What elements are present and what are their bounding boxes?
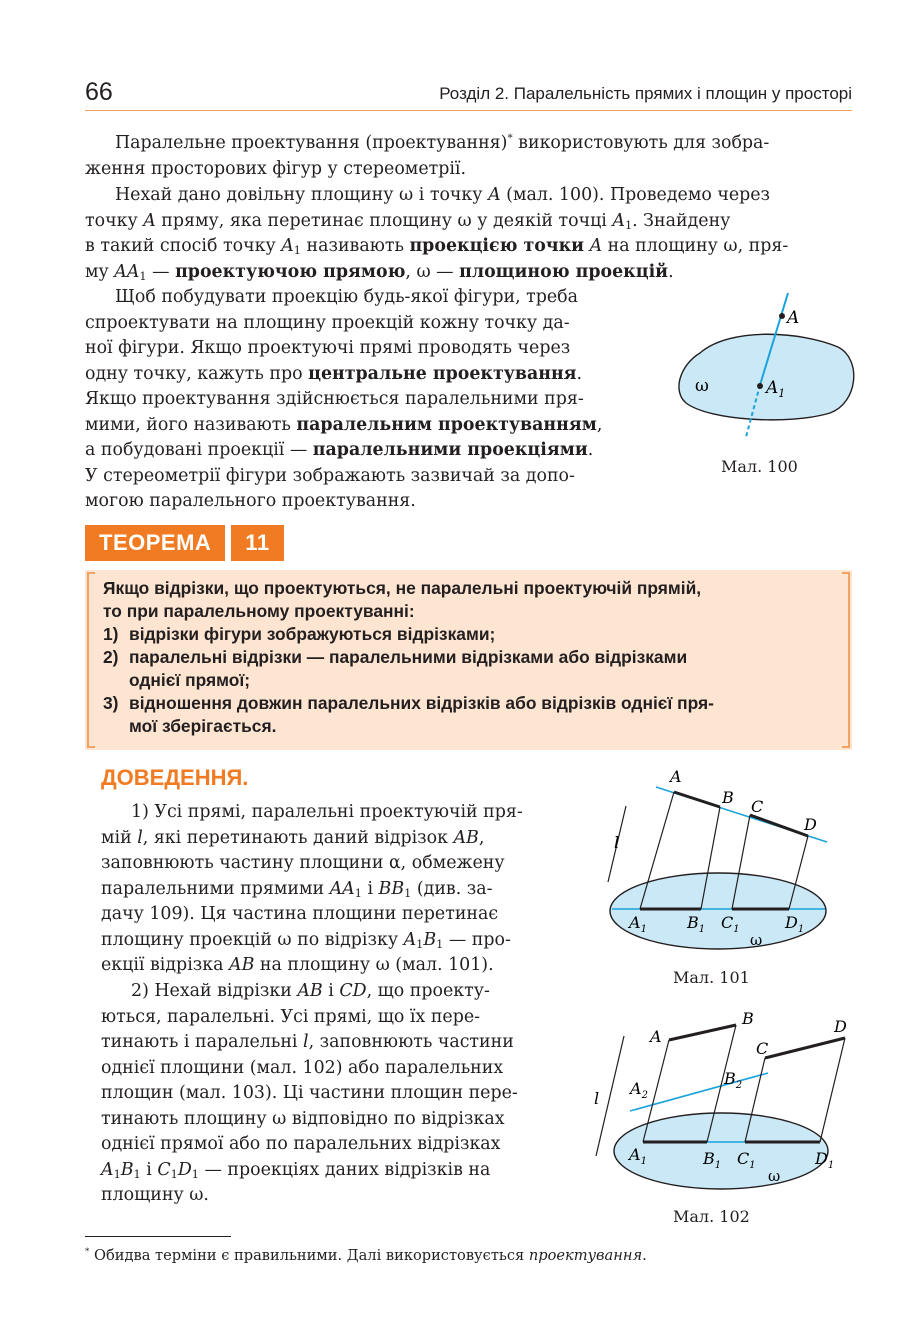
theorem-item: 3) відношення довжин паралельних відрізків або відрізків однієї пря- мої зберігається. <box>103 693 714 736</box>
label-omega: ω <box>750 931 763 949</box>
page-number: 66 <box>85 78 113 106</box>
label-l: l <box>594 1089 600 1108</box>
figure-102 <box>590 1008 855 1208</box>
label-C1: $C_1$ <box>721 913 740 935</box>
label-B2: $B_2$ <box>724 1069 743 1091</box>
theorem-box <box>85 570 852 750</box>
paragraph-intro-1: Паралельне проектування (проектування)* використовують для зобра- ження просторових фігур у стереометрії. <box>85 132 770 179</box>
label-l: l <box>614 833 620 852</box>
label-A: A <box>650 1027 662 1046</box>
segment-CD <box>750 815 808 836</box>
label-A: A <box>787 308 800 328</box>
footnote-marker: * <box>507 132 513 145</box>
footnote-rule <box>85 1236 231 1237</box>
label-D1: $D_1$ <box>785 913 805 935</box>
theorem-item: 2) паралельні відрізки — паралельними відрізками або відрізками однієї прямої; <box>103 647 688 690</box>
bracket-right <box>842 572 850 748</box>
plane-omega <box>614 1113 828 1189</box>
paragraph-intro-2: Нехай дано довільну площину ω і точку A (мал. 100). Проведемо через точку A пряму, яка перетинає площину ω у деякій точці $A_1$. Знайдену в такий спосіб точку $A_1$ називають проекцією точки A на площину ω, пря- му $AA_1$ — проектуючою прямою, ω — площиною проекцій. <box>85 185 789 283</box>
label-A: A <box>670 767 682 786</box>
label-A2: $A_2$ <box>630 1079 648 1101</box>
segment-CD <box>765 1038 845 1058</box>
label-B1: $B_1$ <box>687 913 706 935</box>
label-D: D <box>804 815 817 834</box>
caption-fig-100: Мал. 100 <box>721 457 798 476</box>
term-projecting-line: проектуючою прямою <box>175 261 406 282</box>
paragraph-projection: Щоб побудувати проекцію будь-якої фігури, треба спроектувати на площину проекцій кожну точку да- ної фігури. Якщо проектуючі прямі проводять через одну точку, кажуть про центральне проектування. Якщо проектування здійснюється паралельними пря- мими, його називають паралельним проектуванням, а побудовані проекції — паралельними проекціями. У стереометрії фігури зображають зазвичай за допо- могою паралельного проектування. <box>85 287 603 511</box>
plane-omega <box>610 873 826 949</box>
theorem-statement <box>103 577 828 738</box>
term-parallel-projections: паралельними проекціями <box>312 440 588 460</box>
label-B: B <box>742 1009 754 1028</box>
label-A1: $A_1$ <box>766 378 786 400</box>
caption-fig-101: Мал. 101 <box>673 968 750 987</box>
bracket-left <box>87 572 95 748</box>
label-C1: $C_1$ <box>737 1149 756 1171</box>
segment-AB <box>669 1025 736 1040</box>
term-central-projection: центральне проектування <box>308 363 577 384</box>
point-A <box>779 313 785 319</box>
caption-fig-102: Мал. 102 <box>673 1207 750 1226</box>
theorem-number: 11 <box>231 525 283 561</box>
running-head: Розділ 2. Паралельність прямих і площин у просторі <box>439 84 852 103</box>
label-A1: $A_1$ <box>629 913 647 935</box>
projector-D <box>820 1038 845 1142</box>
label-C: C <box>751 797 764 816</box>
header-rule <box>85 110 852 111</box>
theorem-intro: Якщо відрізки, що проектуються, не паралельні проектуючій прямій, то при паралельному проектуванні: <box>103 578 702 621</box>
term-projection-plane: площиною проекцій <box>459 261 669 282</box>
proof-paragraph-1: 1) Усі прямі, паралельні проектуючій пря- мій l, які перетинають даний відрізок AB, заповнюють частину площини α, обмежену паралельними прямими $AA_1$ і $BB_1$ (див. за- дачу 109). Ця частина площини перетинає площину проекцій ω по відрізку $A_1B_1$ — про- екції відрізка AB на площину ω (мал. 101). <box>101 802 523 975</box>
label-D1: $D_1$ <box>815 1149 835 1171</box>
theorem-item: 1) відрізки фігури зображуються відрізками; <box>103 624 496 644</box>
theorem-label <box>85 525 284 561</box>
label-omega: ω <box>695 376 709 396</box>
label-B: B <box>722 788 734 807</box>
label-C: C <box>756 1039 769 1058</box>
proof-title: ДОВЕДЕННЯ. <box>101 765 249 790</box>
term-point-projection: проекцією точки <box>409 236 585 256</box>
figure-101 <box>590 762 850 962</box>
theorem-word: ТЕОРЕМА <box>85 525 225 561</box>
footnote: * Обидва терміни є правильними. Далі використовується проектування. <box>85 1247 647 1264</box>
figure-100 <box>670 285 860 445</box>
point-A1 <box>757 383 763 389</box>
label-omega: ω <box>768 1167 781 1185</box>
line-A2B2 <box>630 1073 768 1111</box>
proof-paragraph-2: 2) Нехай відрізки AB і CD, що проекту- ються, паралельні. Усі прямі, що їх пере- тинають і паралельні l, заповнюють частини однієї площини (мал. 102) або паралельних площин (мал. 103). Ці частини площин пере- тинають площину ω відповідно по відрізках однієї прямої або по паралельних відрізках $A_1B_1$ і $C_1D_1$ — проекціях даних відрізків на площину ω. <box>101 981 518 1205</box>
term-parallel-projection: паралельним проектуванням <box>296 414 597 435</box>
segment-AB <box>674 792 720 807</box>
label-B1: $B_1$ <box>703 1149 722 1171</box>
label-D: D <box>834 1017 847 1036</box>
label-A1: $A_1$ <box>629 1145 647 1167</box>
